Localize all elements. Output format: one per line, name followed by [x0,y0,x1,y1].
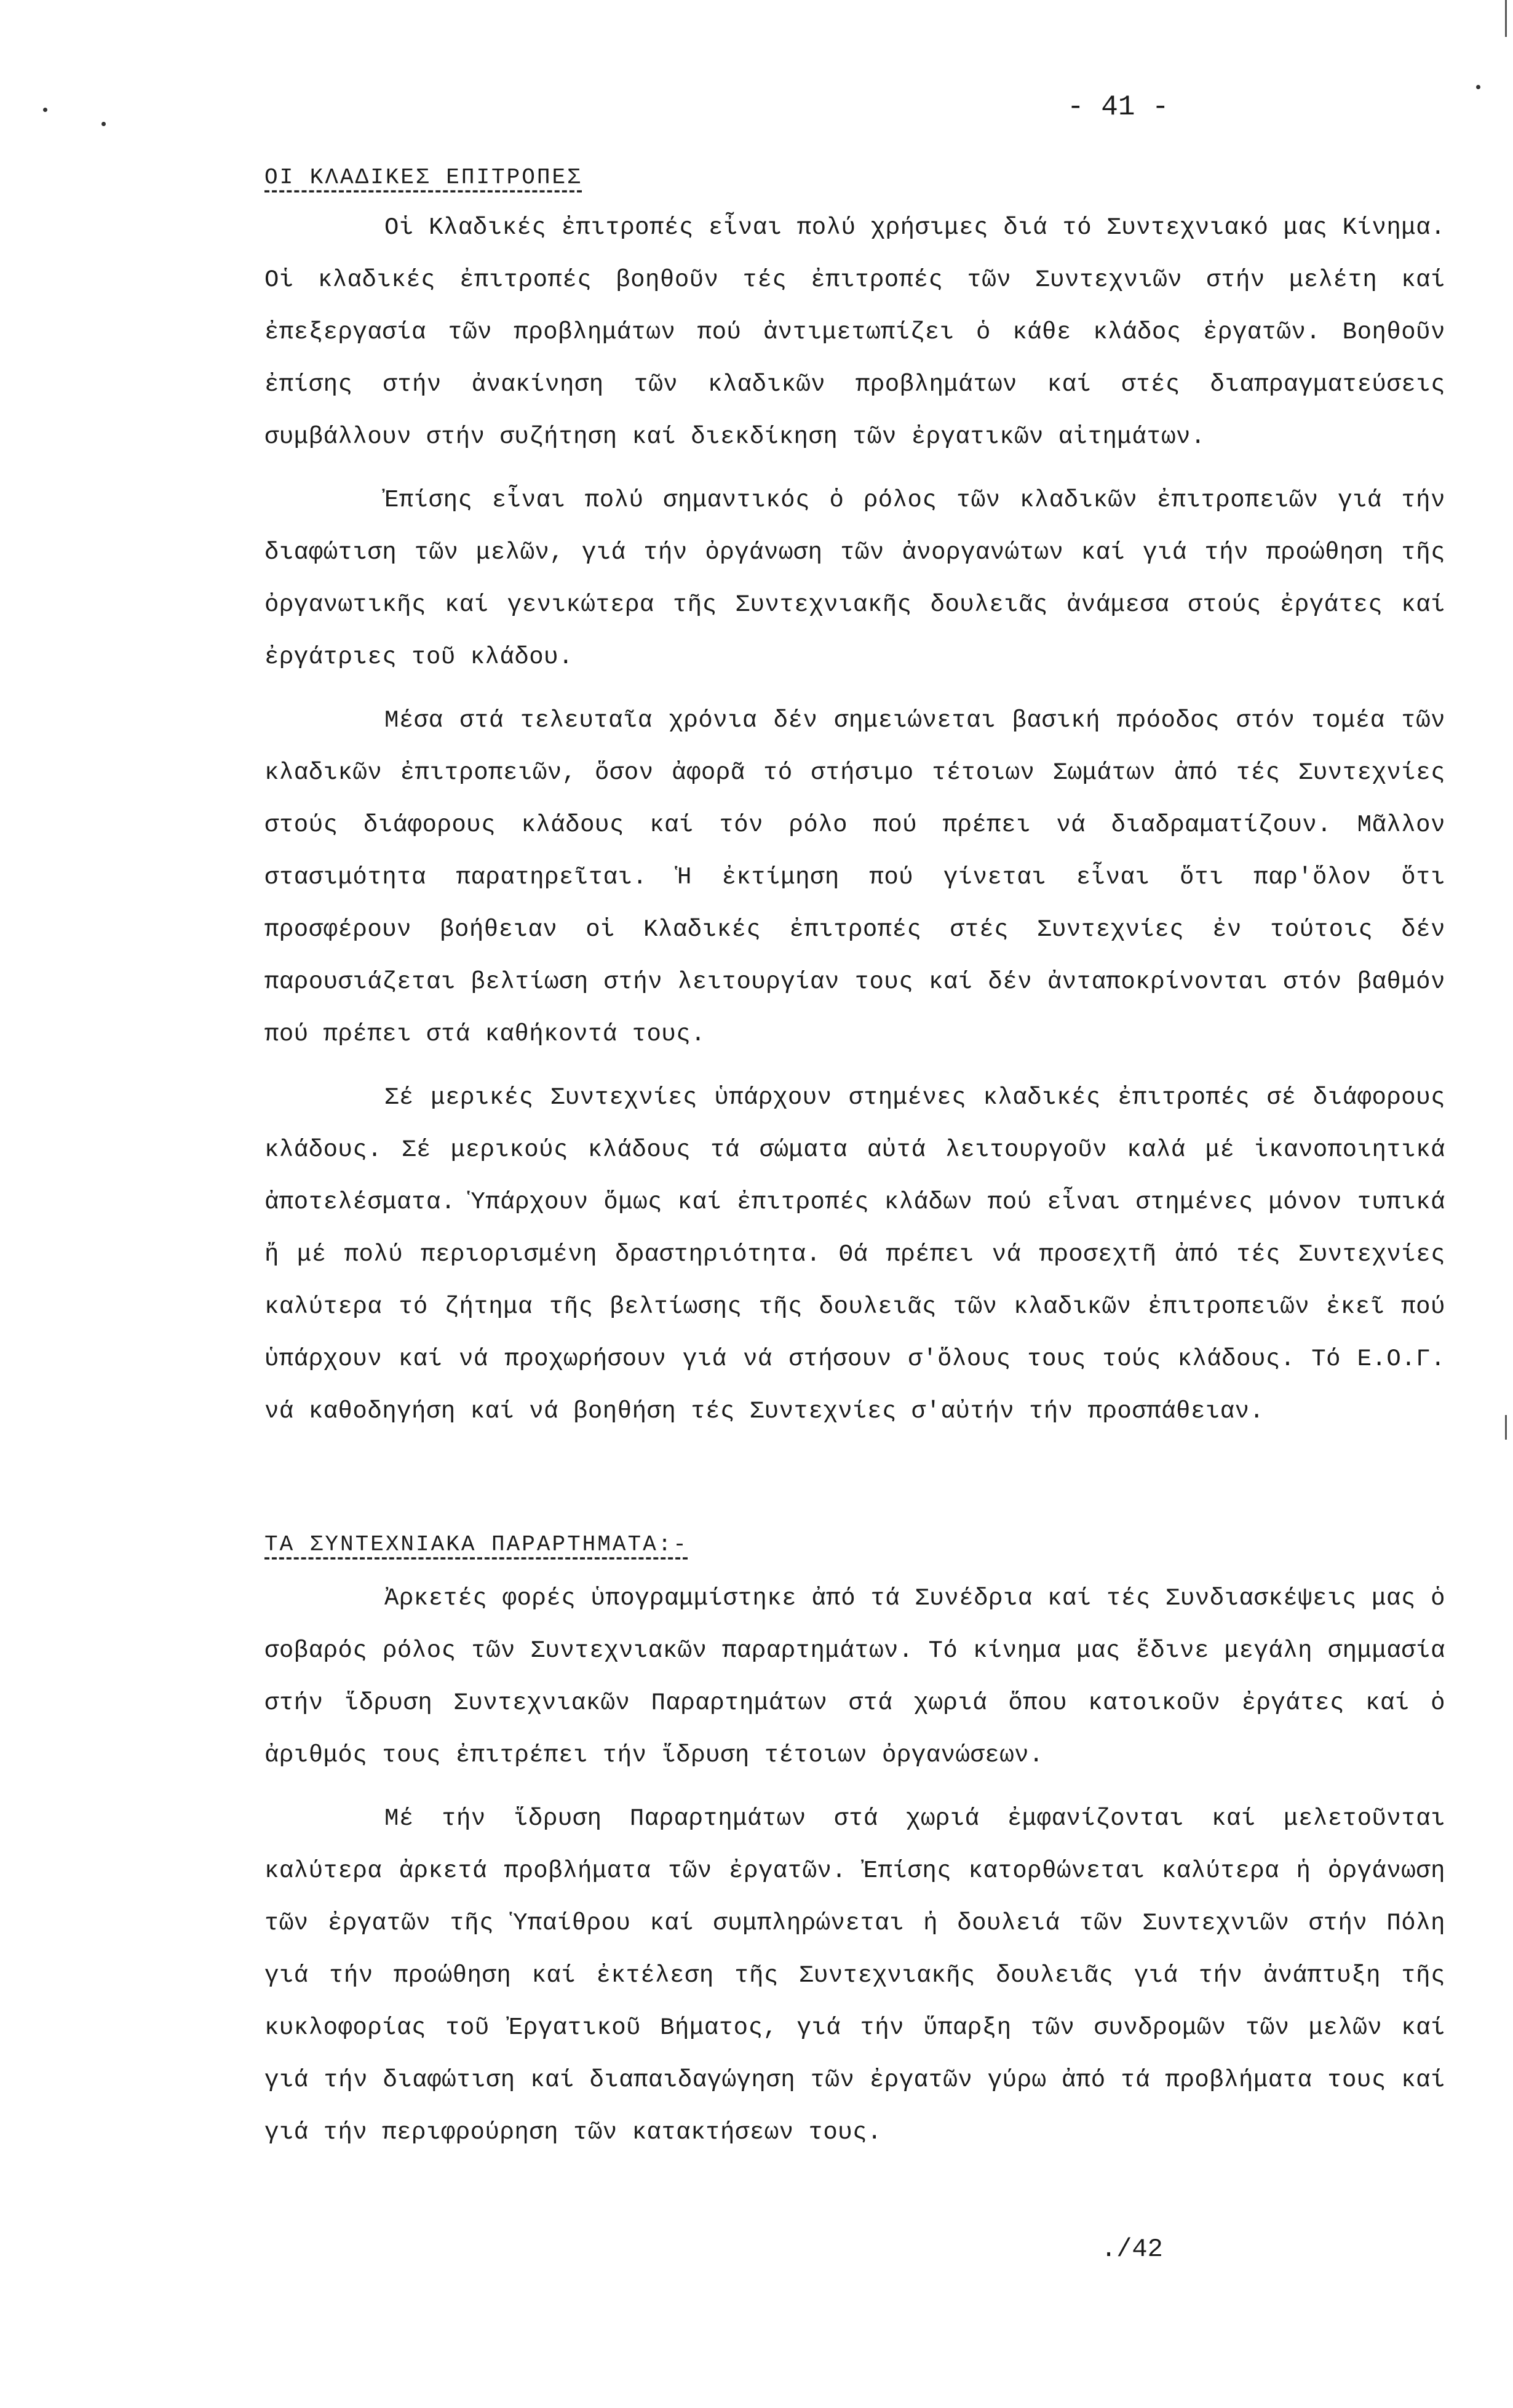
scan-edge-mark [1505,1415,1507,1440]
scan-speck [101,122,106,126]
paragraph: Ἀρκετές φορές ὑπογραμμίστηκε ἀπό τά Συνέδρια καί τές Συνδιασκέψεις μας ὁ σοβαρός ρόλος τῶν Συντεχνιακῶν παραρτημάτων. Τό κίνημα μας ἔδινε μεγάλη σημμασία στήν ἵδρυση Συντεχνιακῶν Παραρτημάτων στά χωριά ὅπου κατοικοῦν ἐργάτες καί ὁ ἀριθμός τους ἐπιτρέπει τήν ἵδρυση τέτοιων ὀργανώσεων. [264,1585,1445,1769]
scan-edge-mark [1505,0,1507,37]
paragraph: Ἐπίσης εἶναι πολύ σημαντικός ὁ ρόλος τῶν κλαδικῶν ἐπιτροπειῶν γιά τήν διαφώτιση τῶν μελῶν, γιά τήν ὀργάνωση τῶν ἀνοργανώτων καί γιά τήν προώθηση τῆς ὀργανωτικῆς καί γενικώτερα τῆς Συντεχνιακῆς δουλειᾶς ἀνάμεσα στούς ἐργάτες καί ἐργάτριες τοῦ κλάδου. [264,487,1445,671]
scan-speck [43,108,47,112]
section-body-kladikes-epitropes [264,202,1445,1438]
page-number: - 41 - [1067,91,1169,123]
section-heading-kladikes-epitropes: ΟΙ ΚΛΑΔΙΚΕΣ ΕΠΙΤΡΟΠΕΣ [264,165,582,190]
paragraph: Οἱ Κλαδικές ἐπιτροπές εἶναι πολύ χρήσιμες διά τό Συντεχνιακό μας Κίνημα. Οἱ κλαδικές ἐπιτροπές βοηθοῦν τές ἐπιτροπές τῶν Συντεχνιῶν στήν μελέτη καί ἐπεξεργασία τῶν προβλημάτων πού ἀντιμετωπίζει ὁ κάθε κλάδος ἐργατῶν. Βοηθοῦν ἐπίσης στήν ἀνακίνηση τῶν κλαδικῶν προβλημάτων καί στές διαπραγματεύσεις συμβάλλουν στήν συζήτηση καί διεκδίκηση τῶν ἐργατικῶν αἰτημάτων. [264,214,1445,450]
paragraph: Μέσα στά τελευταῖα χρόνια δέν σημειώνεται βασική πρόοδος στόν τομέα τῶν κλαδικῶν ἐπιτροπειῶν, ὅσον ἀφορᾶ τό στήσιμο τέτοιων Σωμάτων ἀπό τές Συντεχνίες στούς διάφορους κλάδους καί τόν ρόλο πού πρέπει νά διαδραματίζουν. Μᾶλλον στασιμότητα παρατηρεῖται. Ἡ ἐκτίμηση πού γίνεται εἶναι ὅτι παρ'ὅλον ὅτι προσφέρουν βοήθειαν οἱ Κλαδικές ἐπιτροπές στές Συντεχνίες ἐν τούτοις δέν παρουσιάζεται βελτίωση στήν λειτουργίαν τους καί δέν ἀνταποκρίνονται στόν βαθμόν πού πρέπει στά καθήκοντά τους. [264,707,1445,1048]
section-heading-syntechniaka-parartimata: ΤΑ ΣΥΝΤΕΧΝΙΑΚΑ ΠΑΡΑΡΤΗΜΑΤΑ:- [264,1532,688,1557]
section-body-syntechniaka-parartimata [264,1573,1445,2159]
paragraph: Μέ τήν ἵδρυση Παραρτημάτων στά χωριά ἐμφανίζονται καί μελετοῦνται καλύτερα ἀρκετά προβλήματα τῶν ἐργατῶν. Ἐπίσης κατορθώνεται καλύτερα ἡ ὀργάνωση τῶν ἐργατῶν τῆς Ὑπαίθρου καί συμπληρώνεται ἡ δουλειά τῶν Συντεχνιῶν στήν Πόλη γιά τήν προώθηση καί ἐκτέλεση τῆς Συντεχνιακῆς δουλειᾶς γιά τήν ἀνάπτυξη τῆς κυκλοφορίας τοῦ Ἐργατικοῦ Βήματος, γιά τήν ὕπαρξη τῶν συνδρομῶν τῶν μελῶν καί γιά τήν διαφώτιση καί διαπαιδαγώγηση τῶν ἐργατῶν γύρω ἀπό τά προβλήματα τους καί γιά τήν περιφρούρηση τῶν κατακτήσεων τους. [264,1805,1445,2146]
continuation-marker: ./42 [1101,2235,1163,2264]
scan-speck [1476,85,1480,89]
paragraph: Σέ μερικές Συντεχνίες ὑπάρχουν στημένες κλαδικές ἐπιτροπές σέ διάφορους κλάδους. Σέ μερικούς κλάδους τά σώματα αὐτά λειτουργοῦν καλά μέ ἱκανοποιητικά ἀποτελέσματα. Ὑπάρχουν ὅμως καί ἐπιτροπές κλάδων πού εἶναι στημένες μόνον τυπικά ἤ μέ πολύ περιορισμένη δραστηριότητα. Θά πρέπει νά προσεχτῆ ἀπό τές Συντεχνίες καλύτερα τό ζήτημα τῆς βελτίωσης τῆς δουλειᾶς τῶν κλαδικῶν ἐπιτροπειῶν ἐκεῖ πού ὑπάρχουν καί νά προχωρήσουν γιά νά στήσουν σ'ὅλους τους τούς κλάδους. Τό Ε.Ο.Γ. νά καθοδηγήση καί νά βοηθήση τές Συντεχνίες σ'αὐτήν τήν προσπάθειαν. [264,1084,1445,1425]
